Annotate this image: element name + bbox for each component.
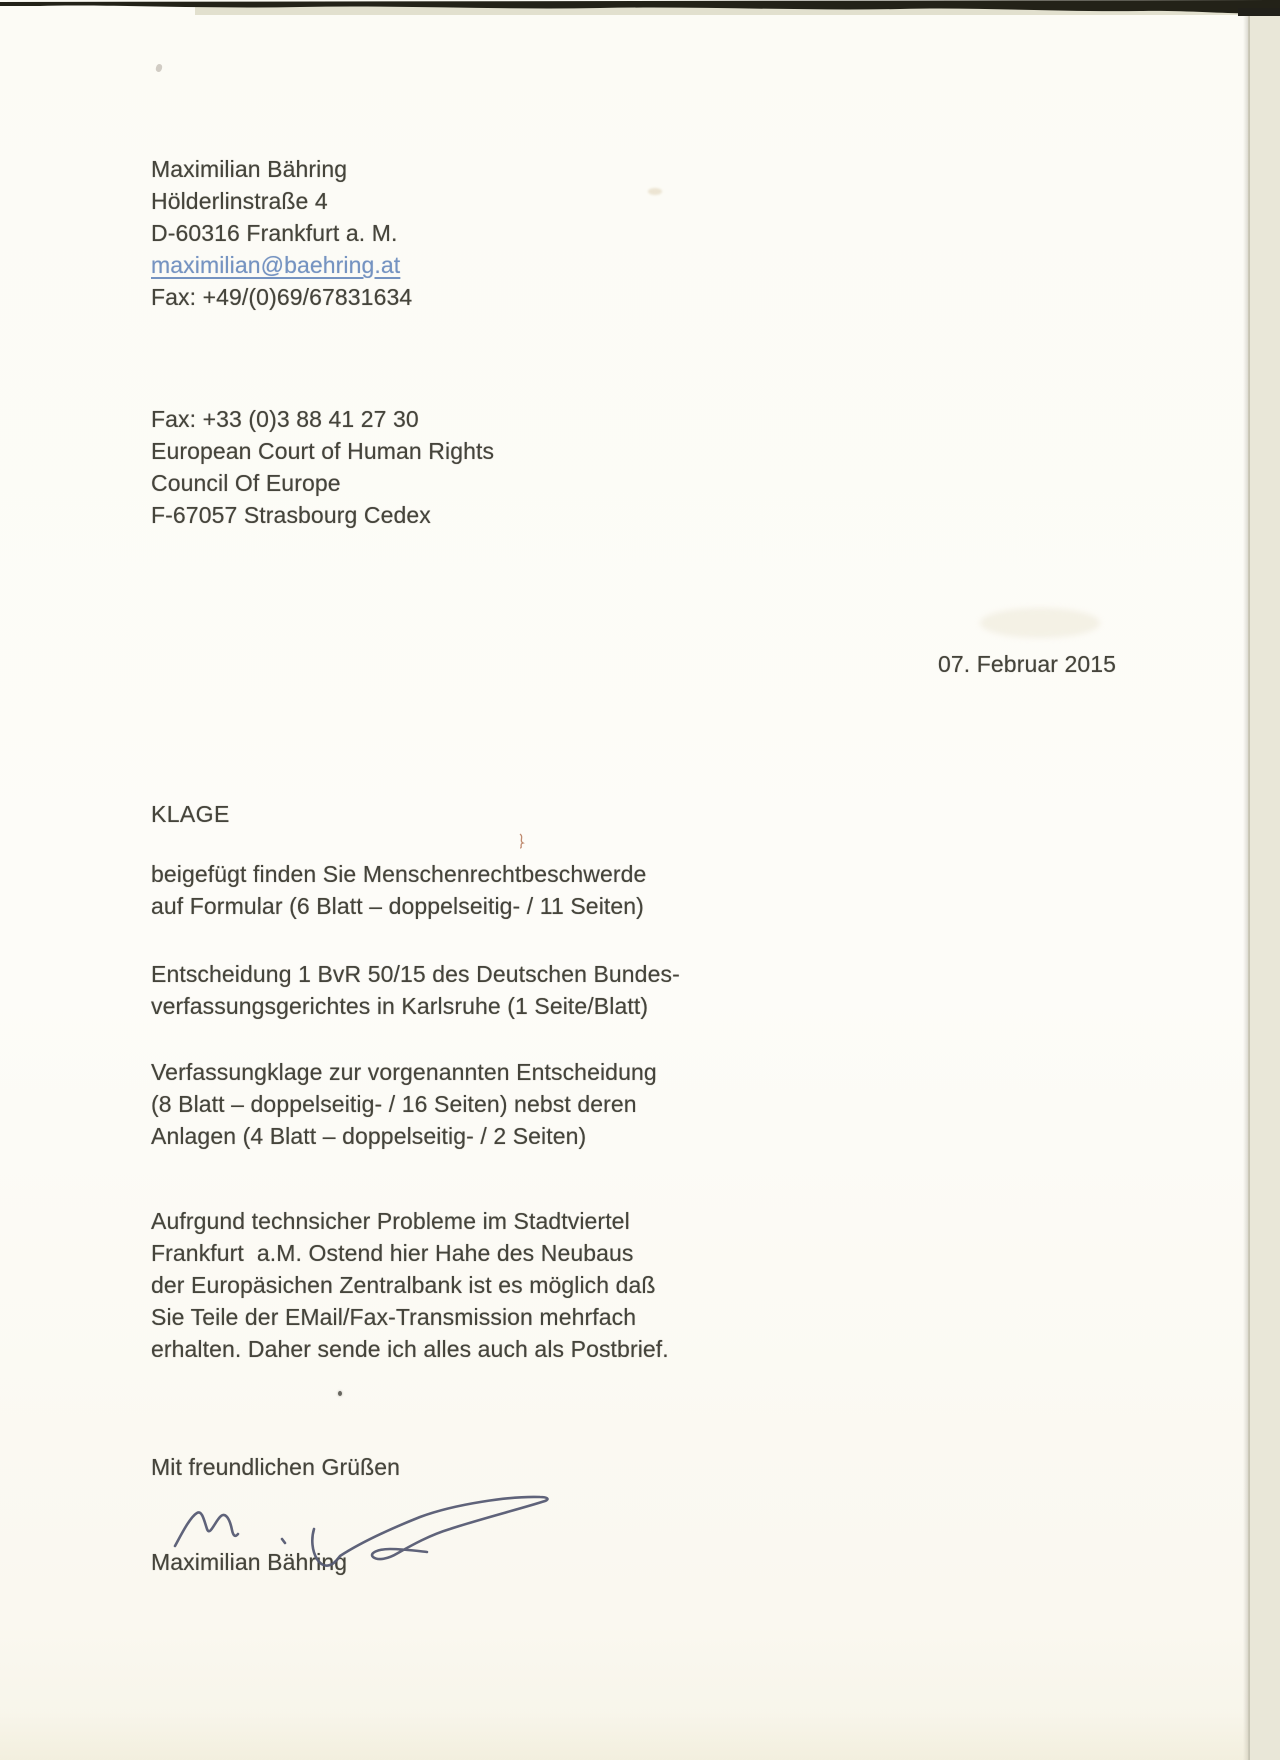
text-line: Verfassungklage zur vorgenannten Entscheidung — [151, 1059, 657, 1085]
closing-salutation: Mit freundlichen Grüßen — [151, 1454, 401, 1480]
recipient-court: European Court of Human Rights — [151, 438, 495, 464]
text-line: Aufrgund technsicher Probleme im Stadtviertel — [151, 1208, 630, 1234]
text-line: erhalten. Daher sende ich alles auch als Postbrief. — [151, 1336, 669, 1362]
text-line: der Europäsichen Zentralbank ist es möglich daß — [151, 1272, 656, 1298]
sender-name: Maximilian Bähring — [151, 156, 348, 182]
recipient-city: F-67057 Strasbourg Cedex — [151, 502, 431, 528]
recipient-council: Council Of Europe — [151, 470, 341, 496]
paragraph-technical-problems — [151, 1205, 669, 1365]
text-line: Sie Teile der EMail/Fax-Transmission mehrfach — [151, 1304, 637, 1330]
paragraph-decision — [151, 958, 680, 1022]
paragraph-attachment-complaint — [151, 858, 646, 922]
sender-email-link: maximilian@baehring.at — [151, 252, 401, 278]
text-line: verfassungsgerichtes in Karlsruhe (1 Seite/Blatt) — [151, 993, 649, 1019]
text-line: Anlagen (4 Blatt – doppelseitig- / 2 Seiten) — [151, 1123, 587, 1149]
letter-date: 07. Februar 2015 — [938, 651, 1117, 677]
recipient-fax: Fax: +33 (0)3 88 41 27 30 — [151, 406, 419, 432]
scan-speck — [648, 188, 662, 195]
paragraph-constitutional-complaint — [151, 1056, 657, 1152]
scan-ink-mark — [516, 832, 528, 850]
sender-address-block — [151, 153, 412, 313]
paper-edge-shadow — [1243, 0, 1250, 1760]
text-line: Frankfurt a.M. Ostend hier Hahe des Neubaus — [151, 1240, 634, 1266]
subject-heading: KLAGE — [151, 801, 230, 827]
signer-name: Maximilian Bähring — [151, 1549, 348, 1575]
text-line: (8 Blatt – doppelseitig- / 16 Seiten) nebst deren — [151, 1091, 637, 1117]
sender-street: Hölderlinstraße 4 — [151, 188, 328, 214]
sender-fax: Fax: +49/(0)69/67831634 — [151, 284, 413, 310]
sender-city: D-60316 Frankfurt a. M. — [151, 220, 398, 246]
text-line: beigefügt finden Sie Menschenrechtbeschwerde — [151, 861, 647, 887]
text-line: auf Formular (6 Blatt – doppelseitig- / 11 Seiten) — [151, 893, 644, 919]
scan-smudge — [980, 608, 1100, 638]
recipient-address-block — [151, 403, 494, 531]
scan-speck — [338, 1391, 342, 1396]
scan-edge-artifact — [0, 0, 1280, 26]
text-line: Entscheidung 1 BvR 50/15 des Deutschen Bundes- — [151, 961, 680, 987]
scan-bottom-shading — [0, 1712, 1248, 1760]
